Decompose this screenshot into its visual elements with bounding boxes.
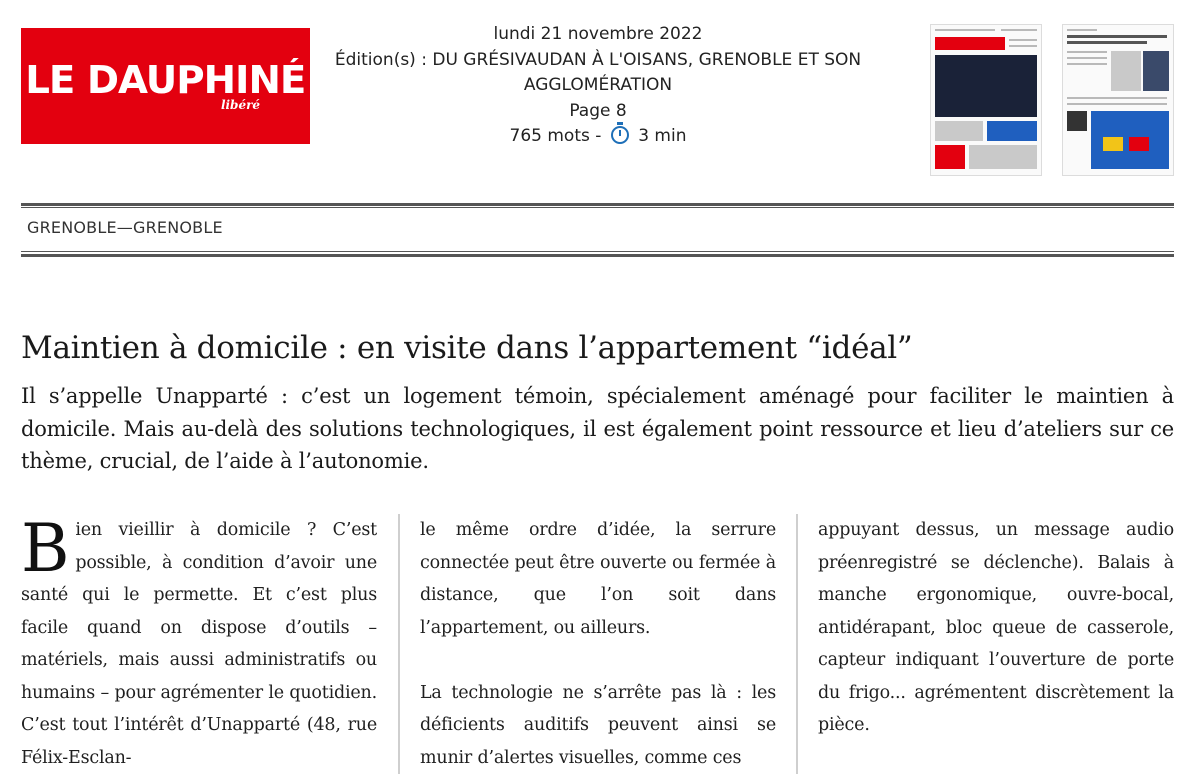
reading-time: 3 min (633, 126, 687, 146)
page-thumbnail-front[interactable] (930, 24, 1042, 176)
section-label: GRENOBLE—GRENOBLE (27, 218, 223, 237)
header-divider-top (21, 203, 1174, 208)
article-column-3 (818, 514, 1174, 742)
article-lead: Il s’appelle Unapparté : c’est un logement témoin, spécialement aménagé pour faciliter le maintien à domicile. Mais au-delà des solutions technologiques, il est également point ressource et lieu d’ateliers sur ce thème, crucial, de l’aide à l’autonomie. (21, 380, 1174, 478)
word-count: 765 mots - (510, 126, 607, 146)
stopwatch-icon (611, 126, 629, 144)
article-column-1 (21, 514, 377, 774)
column-divider (796, 514, 798, 774)
page-thumbnail-article[interactable] (1062, 24, 1174, 176)
column-divider (398, 514, 400, 774)
publication-date: lundi 21 novembre 2022 (330, 22, 866, 48)
article-column-2 (420, 514, 776, 774)
page-number: Page 8 (330, 99, 866, 125)
column-2-paragraph-1: le même ordre d’idée, la serrure connectée peut être ouverte ou fermée à distance, que l’on soit dans l’appartement, ou ailleurs. (420, 514, 776, 644)
column-1-paragraph-1: ien vieillir à domicile ? C’est possible, à condition d’avoir une santé qui le permette. Et c’est plus facile quand on dispose d’outils – matériels, mais aussi administratifs ou humains – pour agrémenter le quotidien. C’est tout l’intérêt d’Unapparté (48, rue Félix-Esclan- (21, 520, 377, 768)
reading-info (330, 124, 866, 150)
logo-text: LE DAUPHINÉ (25, 61, 305, 99)
article-meta (330, 22, 866, 150)
column-3-paragraph-1: appuyant dessus, un message audio préenregistré se déclenche). Balais à manche ergonomique, ouvre-bocal, antidérapant, bloc queue de casserole, capteur indiquant l’ouverture de porte du frigo... agrémentent discrètement la pièce. (818, 514, 1174, 742)
edition-info: Édition(s) : DU GRÉSIVAUDAN À L'OISANS, GRENOBLE ET SON AGGLOMÉRATION (330, 48, 866, 99)
newspaper-logo (21, 28, 310, 144)
logo-subtext: libéré (221, 99, 260, 111)
article-title: Maintien à domicile : en visite dans l’appartement “idéal” (21, 328, 1181, 368)
drop-cap: B (21, 520, 69, 578)
header-divider-bottom (21, 251, 1174, 257)
column-2-paragraph-2: La technologie ne s’arrête pas là : les déficients auditifs peuvent ainsi se munir d’alertes visuelles, comme ces (420, 677, 776, 774)
